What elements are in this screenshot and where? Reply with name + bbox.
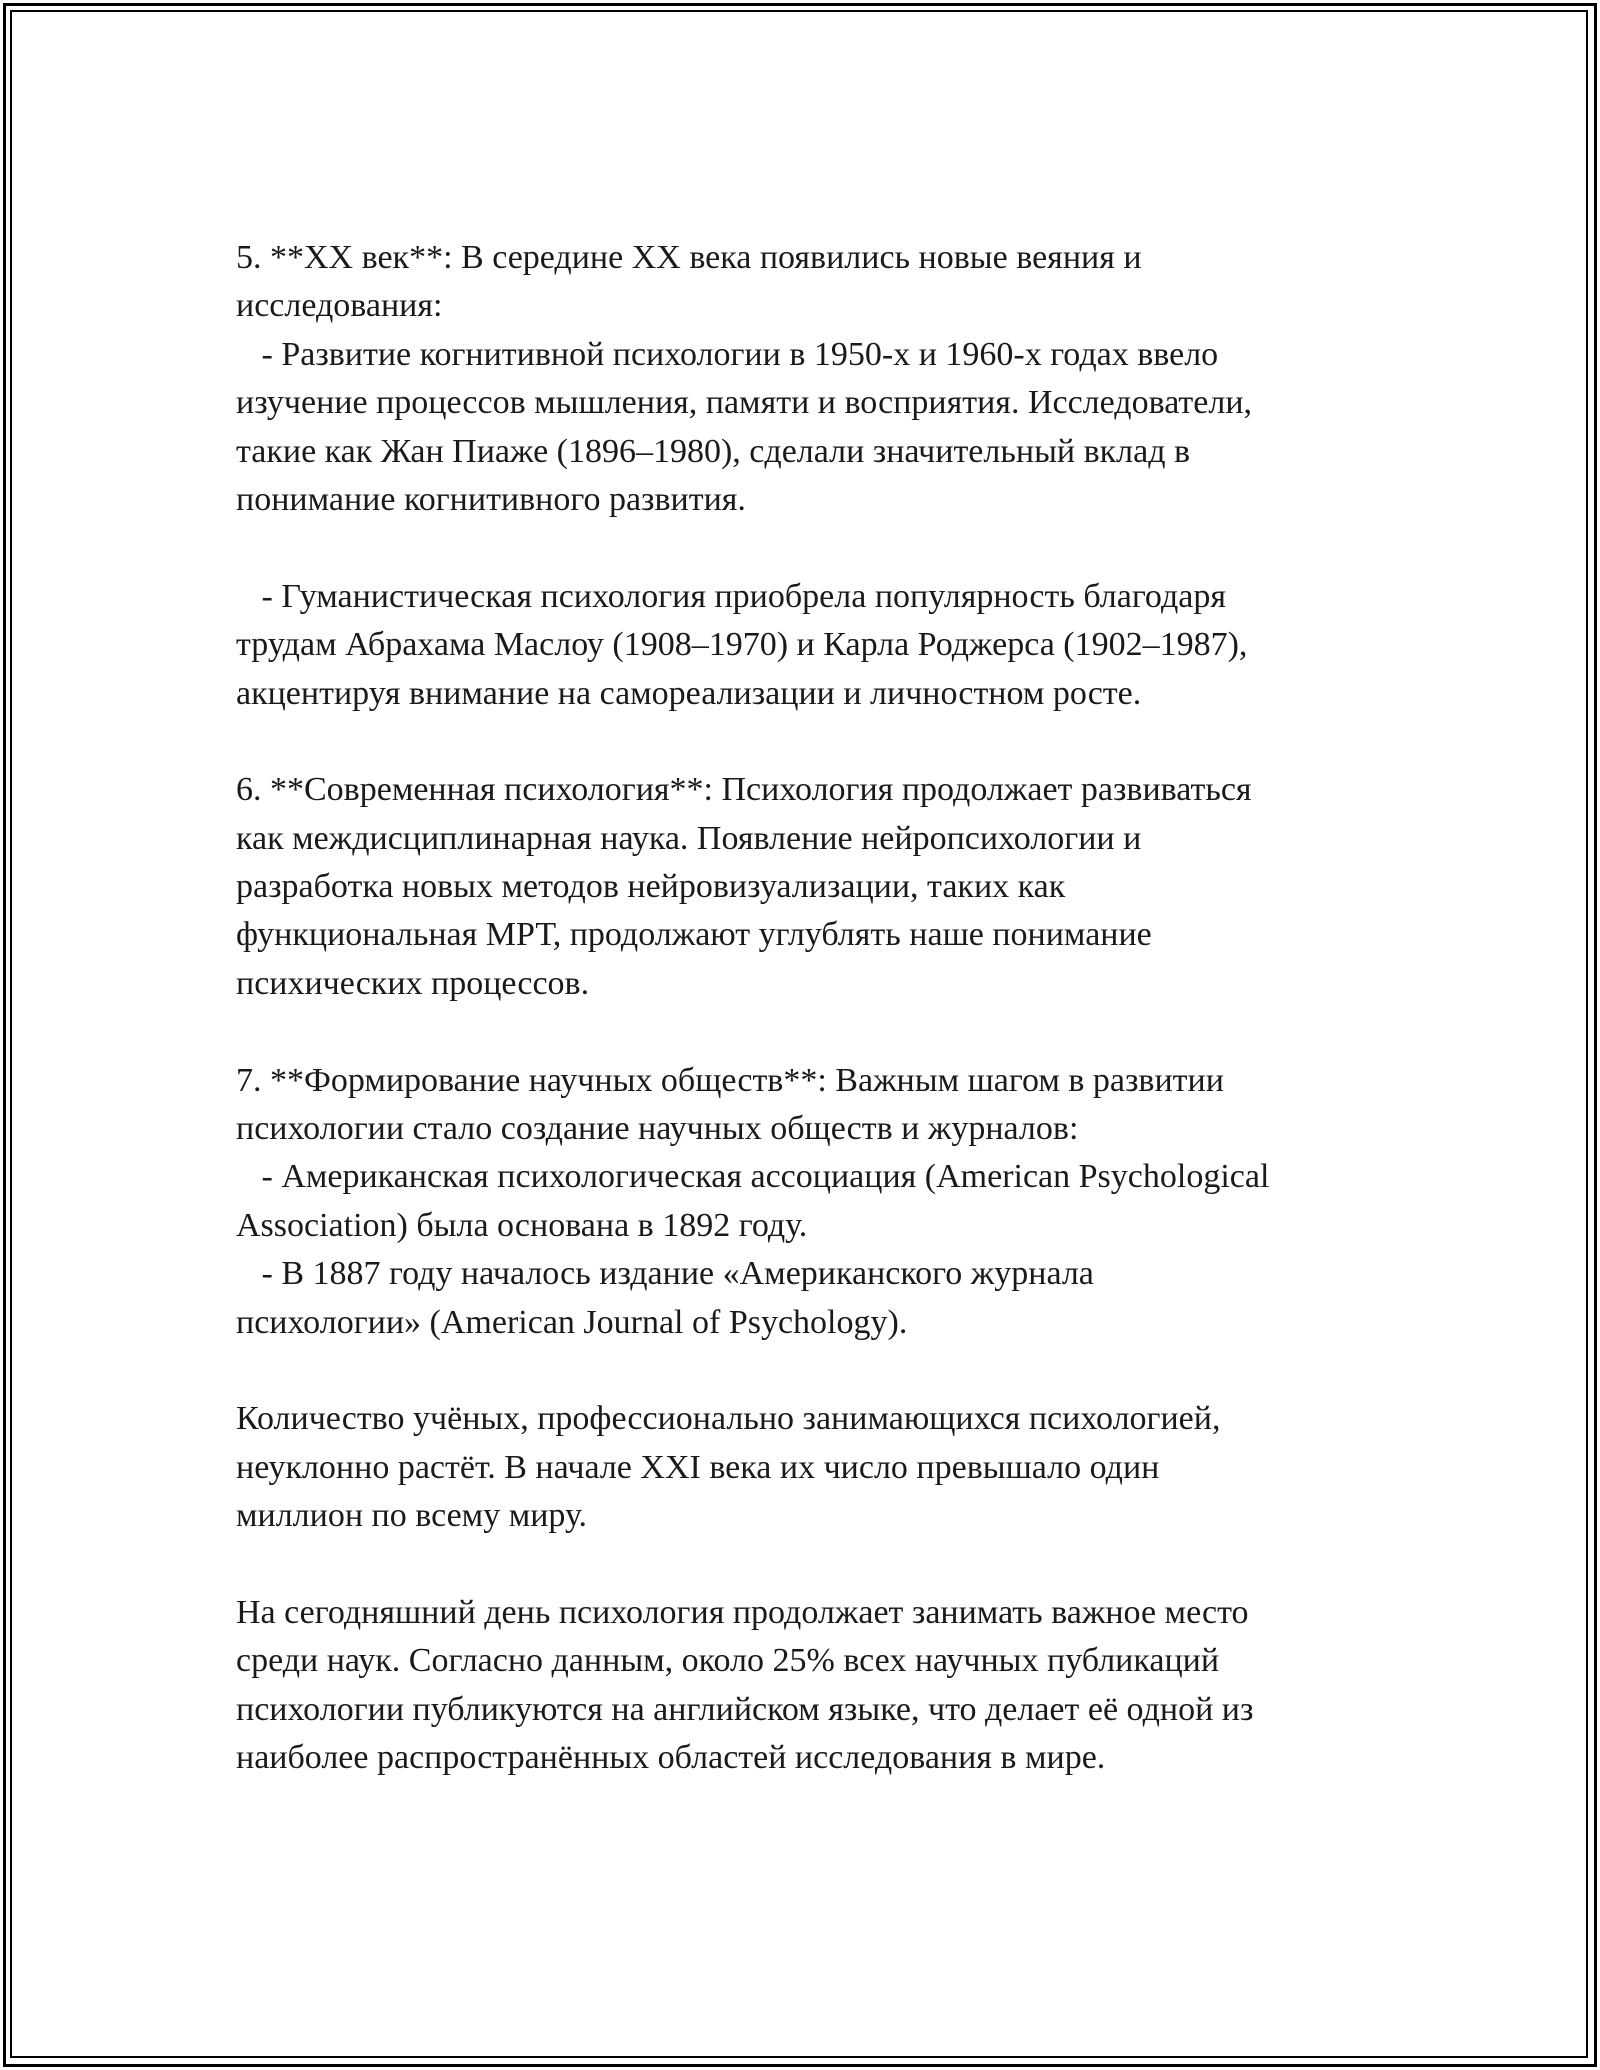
text-line: функциональная МРТ, продолжают углублять наше понимание bbox=[236, 916, 1152, 954]
blank-line bbox=[236, 1541, 1376, 1589]
text-line: психологии» (American Journal of Psychology). bbox=[236, 1303, 908, 1341]
text-line: психологии стало создание научных обществ и журналов: bbox=[236, 1110, 1079, 1148]
blank-line bbox=[236, 718, 1376, 766]
text-line: На сегодняшний день психология продолжает занимать важное место bbox=[236, 1593, 1249, 1631]
text-line: среди наук. Согласно данным, около 25% всех научных публикаций bbox=[236, 1642, 1220, 1680]
text-line: трудам Абрахама Маслоу (1908–1970) и Карла Роджерса (1902–1987), bbox=[236, 626, 1248, 664]
text-line: 6. **Современная психология**: Психология продолжает развиваться bbox=[236, 771, 1252, 809]
text-line: 5. **XX век**: В середине XX века появились новые веяния и bbox=[236, 239, 1142, 276]
text-line: - Развитие когнитивной психологии в 1950-х и 1960-х годах ввело bbox=[236, 335, 1219, 373]
text-line: психических процессов. bbox=[236, 964, 590, 1002]
text-line: - Американская психологическая ассоциация (American Psychological bbox=[236, 1158, 1270, 1196]
text-line: такие как Жан Пиаже (1896–1980), сделали значительный вклад в bbox=[236, 432, 1191, 470]
text-line: понимание когнитивного развития. bbox=[236, 480, 746, 518]
text-line: - Гуманистическая психология приобрела популярность благодаря bbox=[236, 577, 1226, 615]
blank-line bbox=[236, 1347, 1376, 1395]
text-line: психологии публикуются на английском языке, что делает её одной из bbox=[236, 1690, 1254, 1728]
text-line: 7. **Формирование научных обществ**: Важным шагом в развитии bbox=[236, 1061, 1224, 1099]
text-line: изучение процессов мышления, памяти и восприятия. Исследователи, bbox=[236, 384, 1253, 422]
text-line: как междисциплинарная наука. Появление нейропсихологии и bbox=[236, 819, 1142, 857]
text-line: Association) была основана в 1892 году. bbox=[236, 1206, 808, 1244]
text-line: наиболее распространённых областей исследования в мире. bbox=[236, 1739, 1106, 1777]
text-line: Количество учёных, профессионально занимающихся психологией, bbox=[236, 1400, 1221, 1438]
text-line: разработка новых методов нейровизуализации, таких как bbox=[236, 868, 1066, 906]
text-line: миллион по всему миру. bbox=[236, 1497, 588, 1535]
text-line: неуклонно растёт. В начале XXI века их число превышало один bbox=[236, 1448, 1160, 1486]
text-line: акцентируя внимание на самореализации и личностном росте. bbox=[236, 674, 1142, 712]
blank-line bbox=[236, 524, 1376, 572]
text-line: - В 1887 году началось издание «Американского журнала bbox=[236, 1255, 1094, 1293]
blank-line bbox=[236, 1008, 1376, 1056]
text-line: исследования: bbox=[236, 287, 443, 325]
document-body bbox=[236, 234, 1376, 1783]
